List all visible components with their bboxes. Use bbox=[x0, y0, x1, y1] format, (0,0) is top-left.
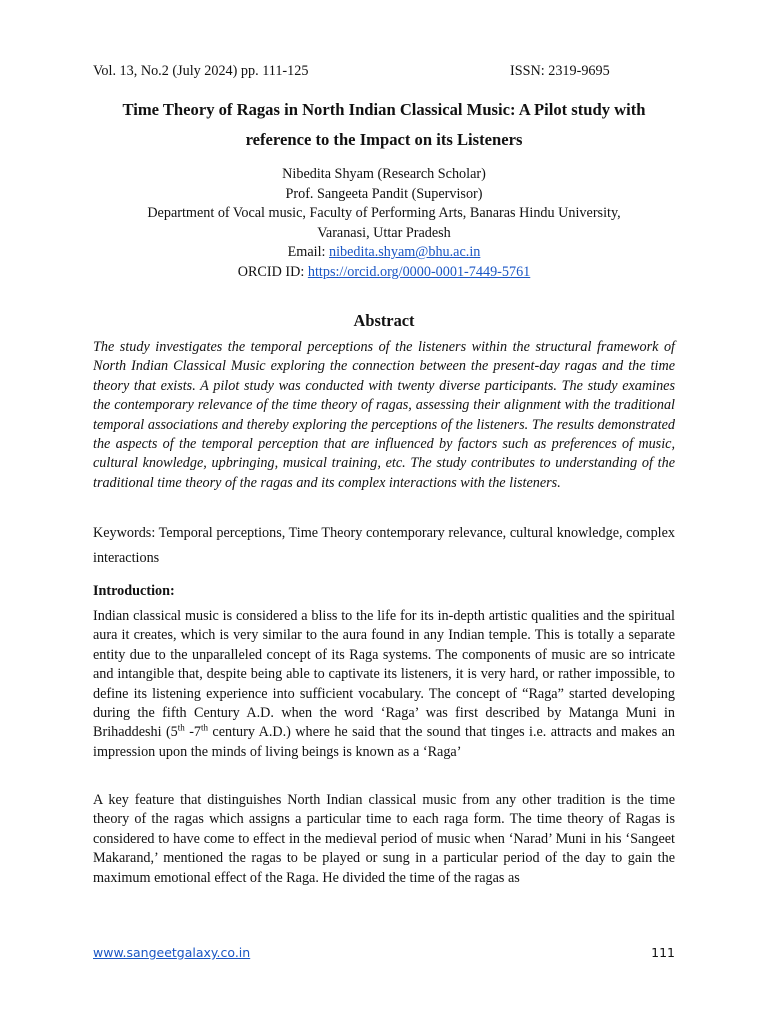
keywords: Keywords: Temporal perceptions, Time Theory contemporary relevance, cultural knowledge, complex interactions bbox=[93, 525, 675, 566]
email-row bbox=[93, 243, 675, 263]
issn: ISSN: 2319-9695 bbox=[510, 63, 610, 79]
orcid-row bbox=[93, 263, 675, 283]
introduction-heading: Introduction: bbox=[93, 583, 175, 599]
title-line-2: reference to the Impact on its Listeners bbox=[245, 130, 523, 149]
title-line-1: Time Theory of Ragas in North Indian Classical Music: A Pilot study with bbox=[122, 100, 646, 119]
author-1: Nibedita Shyam (Research Scholar) bbox=[282, 166, 486, 182]
volume-info: Vol. 13, No.2 (July 2024) pp. 111-125 bbox=[93, 63, 309, 79]
author-block bbox=[93, 165, 675, 282]
orcid-label: ORCID ID: bbox=[237, 263, 308, 280]
paper-title bbox=[93, 95, 675, 155]
running-header bbox=[93, 62, 675, 80]
intro-paragraph-1 bbox=[93, 607, 675, 762]
orcid-link[interactable]: https://orcid.org/0000-0001-7449-5761 bbox=[307, 263, 531, 280]
affiliation-line-1: Department of Vocal music, Faculty of Performing Arts, Banaras Hindu University, bbox=[147, 205, 621, 221]
page-footer bbox=[93, 945, 675, 960]
abstract-heading: Abstract bbox=[353, 311, 415, 330]
intro-paragraph-2: A key feature that distinguishes North Indian classical music from any other tradition is the time theory of the ragas which assigns a particular time to each raga form. The time theory of Ragas is considered to have come to effect in the medieval period of music when ‘Narad’ Muni in his ‘Sangeet Makarand,’ mentioned the ragas to be played or sung in a particular period of the day to gain the maximum emotional effect of the Raga. He divided the time of the ragas as bbox=[93, 792, 675, 886]
page-number: 111 bbox=[651, 945, 675, 960]
superscript-th-1: th bbox=[177, 722, 185, 733]
intro-p1-text-a: Indian classical music is considered a bliss to the life for its in-depth artistic qualities and the spiritual aura it creates, which is very similar to the aura found in any Indian temple. This is totally a separate entity due to the unparalleled concept of its Raga systems. The components of music are so intricate and intangible that, despite being able to captivate its listeners, it is very hard, or rather impossible, to define its listening experience into sufficient vocabulary. The concept of “Raga” started developing during the fifth Century A.D. when the word ‘Raga’ was first described by Matanga Muni in Brihaddeshi (5 bbox=[93, 608, 675, 741]
email-label: Email: bbox=[287, 244, 329, 260]
website-link[interactable]: www.sangeetgalaxy.co.in bbox=[93, 945, 251, 960]
superscript-th-2: th bbox=[201, 722, 209, 733]
affiliation-line-2: Varanasi, Uttar Pradesh bbox=[317, 224, 451, 241]
author-2: Prof. Sangeeta Pandit (Supervisor) bbox=[285, 185, 483, 202]
email-link[interactable]: nibedita.shyam@bhu.ac.in bbox=[329, 244, 481, 260]
intro-p1-text-b: -7 bbox=[184, 724, 202, 741]
intro-p1-text-c: century A.D.) where he said that the sound that tinges i.e. attracts and makes an impression upon the minds of living beings is known as a ‘Raga’ bbox=[93, 724, 675, 760]
abstract-text: The study investigates the temporal perceptions of the listeners within the structural framework of North Indian Classical Music exploring the connection between the present-day ragas and the time theory that exists. A pilot study was conducted with twenty diverse participants. The study examines the contemporary relevance of the time theory of ragas, assessing their alignment with the traditional temporal associations and thereby exploring the perceptions of the listeners. The results demonstrated the aspects of the temporal perception that are influenced by factors such as preferences of music, cultural knowledge, upbringing, musical training, etc. The study contributes to understanding of the traditional time theory of the ragas and its complex interactions with the listeners. bbox=[93, 339, 675, 491]
